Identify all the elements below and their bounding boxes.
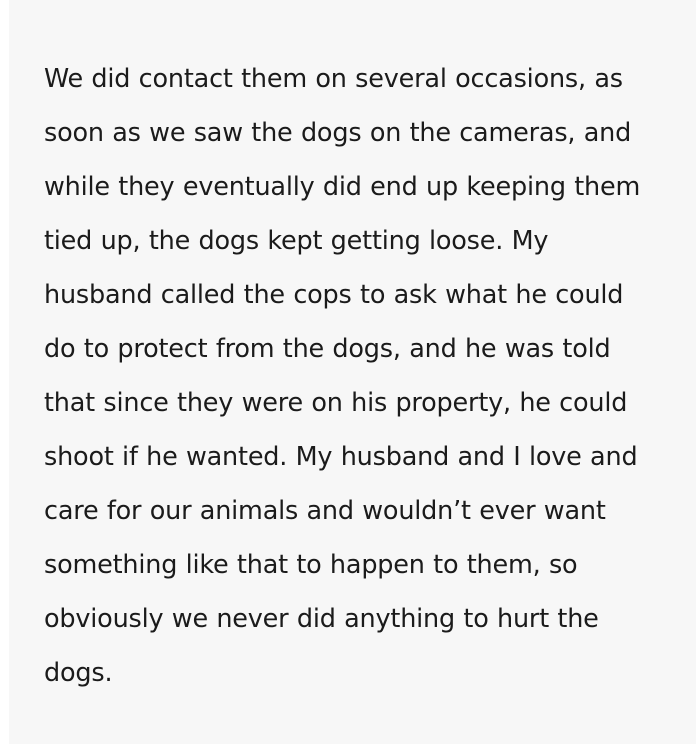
text-content-area bbox=[44, 26, 660, 725]
left-margin-strip bbox=[0, 0, 9, 744]
story-paragraph: We did contact them on several occasions, as soon as we saw the dogs on the cameras, and while they eventually did end up keeping them tied up, the dogs kept getting loose. My husband called the cops to ask what he could do to protect from the dogs, and he was told that since they were on his property, he could shoot if he wanted. My husband and I love and care for our animals and wouldn’t ever want something like that to happen to them, so obviously we never did anything to hurt the dogs. bbox=[44, 63, 649, 688]
right-margin-strip bbox=[696, 0, 700, 744]
